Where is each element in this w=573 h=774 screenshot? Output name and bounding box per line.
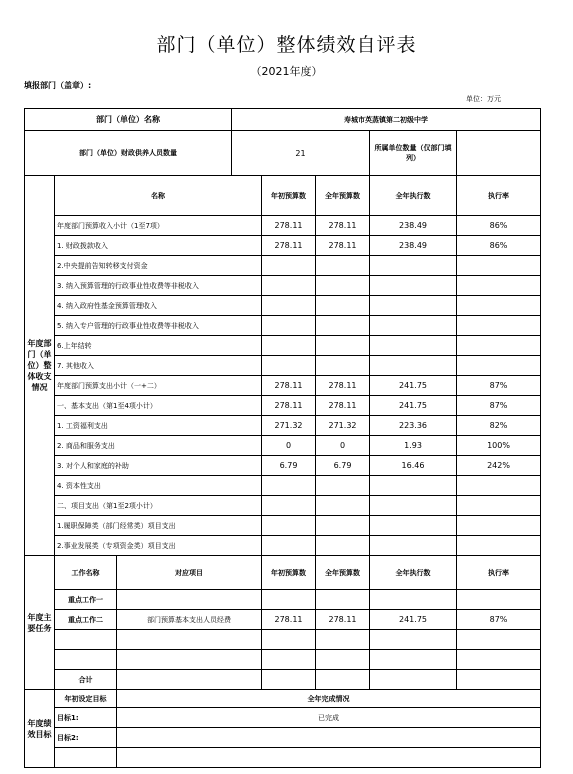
budget-row-value <box>316 496 370 516</box>
budget-row <box>25 336 541 356</box>
task-value: 87% <box>457 610 541 630</box>
task-value <box>457 590 541 610</box>
filler-label: 填报部门（盖章）: <box>24 81 92 90</box>
goals-col-target: 年初设定目标 <box>55 690 117 708</box>
budget-row-value <box>316 516 370 536</box>
budget-col-header: 全年执行数 <box>370 176 457 216</box>
budget-header-row <box>25 176 541 216</box>
task-value <box>370 590 457 610</box>
budget-row-value <box>316 336 370 356</box>
task-value <box>370 650 457 670</box>
budget-row-value: 86% <box>457 216 541 236</box>
budget-row-value: 6.79 <box>262 456 316 476</box>
budget-row-name: 2.中央提前告知转移支付资金 <box>55 256 262 276</box>
budget-row-value: 86% <box>457 236 541 256</box>
page-title: 部门（单位）整体绩效自评表 <box>156 34 417 56</box>
goals-col-completion: 全年完成情况 <box>117 690 541 708</box>
budget-row-value: 278.11 <box>316 216 370 236</box>
budget-row-value: 82% <box>457 416 541 436</box>
task-row <box>25 650 541 670</box>
budget-row-value <box>262 476 316 496</box>
task-value <box>316 590 370 610</box>
task-value <box>457 650 541 670</box>
task-value: 241.75 <box>370 610 457 630</box>
task-work-name: 重点工作一 <box>55 590 117 610</box>
budget-row-value <box>262 536 316 556</box>
budget-row-value <box>370 336 457 356</box>
task-value <box>316 670 370 690</box>
task-work-name: 重点工作二 <box>55 610 117 630</box>
dept-name-value: 寿城市英蒸镇第二初级中学 <box>232 109 541 131</box>
budget-row-value <box>262 336 316 356</box>
goal-target <box>55 748 117 768</box>
tasks-col-header: 全年执行数 <box>370 556 457 590</box>
evaluation-table-wrapper <box>24 108 540 768</box>
budget-row-value: 278.11 <box>316 376 370 396</box>
budget-row-value <box>262 496 316 516</box>
task-project <box>117 630 262 650</box>
budget-row <box>25 256 541 276</box>
task-value <box>262 670 316 690</box>
goal-completion <box>117 728 541 748</box>
task-work-name <box>55 650 117 670</box>
goals-header-row <box>25 690 541 708</box>
budget-row-value: 278.11 <box>262 216 316 236</box>
goal-row <box>25 748 541 768</box>
task-project <box>117 650 262 670</box>
task-row <box>25 670 541 690</box>
budget-row <box>25 276 541 296</box>
budget-row-name: 3. 对个人和家庭的补助 <box>55 456 262 476</box>
budget-row-value <box>262 316 316 336</box>
budget-row-value: 223.36 <box>370 416 457 436</box>
staff-count-label: 部门（单位）财政供养人员数量 <box>25 131 232 176</box>
budget-row-name: 2.事业发展类（专项资金类）项目支出 <box>55 536 262 556</box>
budget-row <box>25 396 541 416</box>
budget-row-value <box>316 356 370 376</box>
tasks-side-label: 年度主要任务 <box>25 556 55 690</box>
unit-label: 单位：万元 <box>466 95 501 103</box>
budget-row-value <box>457 276 541 296</box>
budget-row-value <box>457 476 541 496</box>
budget-row-value: 278.11 <box>316 396 370 416</box>
task-project <box>117 590 262 610</box>
budget-side-label: 年度部门（单位）整体收支情况 <box>25 176 55 556</box>
task-value <box>457 670 541 690</box>
budget-row-name: 5. 纳入专户管理的行政事业性收费等非税收入 <box>55 316 262 336</box>
budget-row-value: 278.11 <box>262 396 316 416</box>
budget-row-value: 100% <box>457 436 541 456</box>
budget-row-value: 238.49 <box>370 236 457 256</box>
budget-row-value <box>370 516 457 536</box>
budget-row-value: 87% <box>457 396 541 416</box>
tasks-header-row <box>25 556 541 590</box>
budget-row-value <box>457 296 541 316</box>
budget-row-value <box>457 516 541 536</box>
budget-row-name: 7. 其他收入 <box>55 356 262 376</box>
task-row <box>25 610 541 630</box>
task-value <box>262 630 316 650</box>
budget-row-name: 4. 纳入政府性基金预算管理收入 <box>55 296 262 316</box>
task-project <box>117 670 262 690</box>
budget-row-value <box>316 296 370 316</box>
tasks-col-project: 对应项目 <box>117 556 262 590</box>
budget-row-value: 242% <box>457 456 541 476</box>
budget-row-value <box>457 316 541 336</box>
task-value: 278.11 <box>262 610 316 630</box>
budget-row <box>25 456 541 476</box>
budget-row-value <box>262 256 316 276</box>
budget-row-value: 271.32 <box>262 416 316 436</box>
evaluation-table-body <box>25 109 541 768</box>
budget-row <box>25 216 541 236</box>
sub-unit-count-value <box>457 131 541 176</box>
budget-row-value <box>370 256 457 276</box>
budget-row-value: 278.11 <box>262 236 316 256</box>
goal-row <box>25 728 541 748</box>
task-value <box>457 630 541 650</box>
evaluation-table <box>24 108 541 768</box>
budget-row-value: 1.93 <box>370 436 457 456</box>
budget-row-value <box>316 476 370 496</box>
budget-row-value: 16.46 <box>370 456 457 476</box>
budget-row-value <box>370 356 457 376</box>
budget-row-value <box>370 496 457 516</box>
task-value <box>262 590 316 610</box>
dept-name-label: 部门（单位）名称 <box>25 109 232 131</box>
budget-row-name: 二、项目支出（第1至2项小计） <box>55 496 262 516</box>
budget-row <box>25 296 541 316</box>
budget-row-value <box>457 336 541 356</box>
budget-row-value <box>316 276 370 296</box>
budget-row-value <box>370 536 457 556</box>
budget-row <box>25 476 541 496</box>
budget-row-value <box>457 496 541 516</box>
goal-row <box>25 708 541 728</box>
budget-row-value: 278.11 <box>316 236 370 256</box>
budget-row-name: 6.上年结转 <box>55 336 262 356</box>
budget-row <box>25 536 541 556</box>
budget-row <box>25 236 541 256</box>
budget-row-name: 4. 资本性支出 <box>55 476 262 496</box>
budget-row <box>25 356 541 376</box>
budget-row-value <box>370 276 457 296</box>
task-work-name: 合计 <box>55 670 117 690</box>
budget-row-value <box>316 256 370 276</box>
task-value <box>316 650 370 670</box>
task-row <box>25 630 541 650</box>
task-work-name <box>55 630 117 650</box>
budget-row-value <box>370 476 457 496</box>
budget-row-value <box>262 516 316 536</box>
page-subtitle: （2021年度） <box>250 65 323 78</box>
budget-row-value: 271.32 <box>316 416 370 436</box>
budget-row <box>25 376 541 396</box>
budget-row-value: 0 <box>262 436 316 456</box>
budget-col-header: 执行率 <box>457 176 541 216</box>
budget-row-name: 1. 财政拨款收入 <box>55 236 262 256</box>
budget-row-value: 241.75 <box>370 396 457 416</box>
budget-row-value: 241.75 <box>370 376 457 396</box>
budget-row-value <box>457 536 541 556</box>
staff-count-value: 21 <box>232 131 370 176</box>
budget-row-value: 238.49 <box>370 216 457 236</box>
budget-row-value <box>370 316 457 336</box>
budget-row-value <box>262 276 316 296</box>
budget-col-header: 年初预算数 <box>262 176 316 216</box>
budget-row-value <box>370 296 457 316</box>
sub-unit-count-label: 所属单位数量（仅部门填列） <box>370 131 457 176</box>
tasks-col-header: 全年预算数 <box>316 556 370 590</box>
task-row <box>25 590 541 610</box>
goal-target: 目标1: <box>55 708 117 728</box>
task-project: 部门预算基本支出人员经费 <box>117 610 262 630</box>
goal-completion: 已完成 <box>117 708 541 728</box>
budget-row-value <box>316 536 370 556</box>
budget-row-value <box>457 356 541 376</box>
budget-row-value: 0 <box>316 436 370 456</box>
task-value <box>316 630 370 650</box>
budget-row <box>25 416 541 436</box>
budget-row-value: 6.79 <box>316 456 370 476</box>
budget-col-header: 全年预算数 <box>316 176 370 216</box>
budget-row-name: 一、基本支出（第1至4项小计） <box>55 396 262 416</box>
budget-row-name: 年度部门预算收入小计（1至7项） <box>55 216 262 236</box>
goals-side-label: 年度绩效目标 <box>25 690 55 768</box>
budget-row-name: 年度部门预算支出小计（一+二） <box>55 376 262 396</box>
tasks-col-header: 年初预算数 <box>262 556 316 590</box>
task-value <box>262 650 316 670</box>
budget-row <box>25 496 541 516</box>
budget-row-name: 1.履职保障类（部门经常类）项目支出 <box>55 516 262 536</box>
budget-row-value <box>262 296 316 316</box>
task-value <box>370 670 457 690</box>
task-value <box>370 630 457 650</box>
task-value: 278.11 <box>316 610 370 630</box>
budget-row <box>25 316 541 336</box>
tasks-col-header: 执行率 <box>457 556 541 590</box>
budget-row <box>25 436 541 456</box>
budget-row-name: 1. 工资福利支出 <box>55 416 262 436</box>
goal-completion <box>117 748 541 768</box>
budget-row-name: 3. 纳入预算管理的行政事业性收费等非税收入 <box>55 276 262 296</box>
budget-row-value <box>457 256 541 276</box>
tasks-col-work-name: 工作名称 <box>55 556 117 590</box>
budget-row-value <box>262 356 316 376</box>
budget-row-value <box>316 316 370 336</box>
budget-row-value: 87% <box>457 376 541 396</box>
budget-row <box>25 516 541 536</box>
budget-col-name: 名称 <box>55 176 262 216</box>
goal-target: 目标2: <box>55 728 117 748</box>
budget-row-name: 2. 商品和服务支出 <box>55 436 262 456</box>
budget-row-value: 278.11 <box>262 376 316 396</box>
